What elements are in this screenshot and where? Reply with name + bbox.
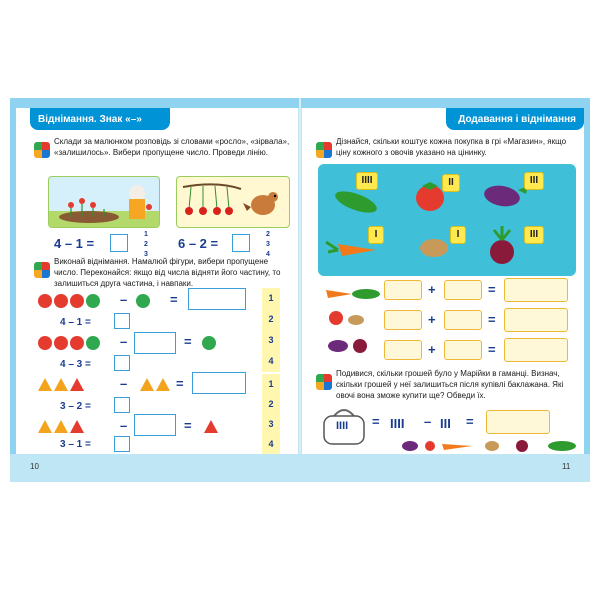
answer-box[interactable] (114, 397, 130, 413)
option[interactable]: 3 (266, 241, 270, 248)
orange-triangle (38, 378, 52, 391)
drawing-box[interactable] (134, 414, 176, 436)
sum-box[interactable] (384, 310, 422, 330)
option[interactable]: 2 (268, 314, 274, 324)
equation: 3 – 1 = (60, 439, 91, 450)
buyable-vegetables (402, 436, 582, 454)
remaining-money-box[interactable] (486, 410, 550, 434)
purse-value: IIII (336, 420, 349, 432)
sum-box[interactable] (444, 280, 482, 300)
purchase-vegetables (322, 282, 382, 362)
right-page-number: 11 (562, 462, 571, 471)
options-strip-b (262, 374, 280, 454)
orange-triangle (140, 378, 154, 391)
green-circle (202, 336, 216, 350)
equals-sign: = (488, 342, 496, 357)
red-circle (70, 336, 84, 350)
price-tag-tomato: II (442, 174, 460, 192)
task2-text: Виконай віднімання. Намалюй фігури, вибери пропущене число. Переконайся: якщо від числа відняти його частину, то залишиться друга частина, і навпаки. (54, 257, 281, 288)
task1-text: Склади за малюнком розповідь зі словами «росло», «зірвала», «залишилось». Вибери пропущене число. Проведи лінію. (54, 137, 290, 157)
option[interactable]: 2 (268, 399, 274, 409)
minus-sign: – (120, 418, 128, 433)
cherries-illustration (177, 177, 290, 228)
equals-sign: = (184, 418, 192, 433)
plus-sign: + (428, 312, 436, 327)
minus-sign: – (120, 376, 128, 391)
red-circle (38, 336, 52, 350)
minus-sign: – (424, 414, 432, 429)
option[interactable]: 4 (266, 251, 270, 258)
option[interactable]: 1 (144, 231, 148, 238)
spine (299, 98, 301, 482)
top-band-right (301, 98, 590, 108)
red-triangle (70, 378, 84, 391)
equation: 4 – 3 = (60, 359, 91, 370)
garden-illustration (49, 177, 160, 228)
garden-picture (48, 176, 160, 228)
right-task2-text: Подивися, скільки грошей було у Марійки в гаманці. Визнач, скільки грошей у неї залишиться після купівлі баклажана. Які овочі вона зможе купити ще? Обведи їх. (336, 369, 564, 400)
eggplant-price: III (440, 416, 451, 431)
sum-box[interactable] (384, 340, 422, 360)
task-icon (34, 262, 50, 278)
option[interactable]: 2 (144, 241, 148, 248)
orange-triangle (38, 420, 52, 433)
equals-sign: = (176, 376, 184, 391)
left-page-title: Віднімання. Знак «–» (30, 108, 170, 130)
plus-sign: + (428, 282, 436, 297)
side-band-right (584, 108, 590, 454)
book-spread (10, 98, 590, 482)
sum-box[interactable] (384, 280, 422, 300)
option[interactable]: 1 (268, 293, 274, 303)
red-circle (38, 294, 52, 308)
drawing-box[interactable] (188, 288, 246, 310)
sum-box[interactable] (444, 310, 482, 330)
green-circle (86, 294, 100, 308)
answer-box[interactable] (114, 313, 130, 329)
equals-sign: = (488, 312, 496, 327)
red-triangle (204, 420, 218, 433)
side-band-left (10, 108, 16, 454)
drawing-box[interactable] (134, 332, 176, 354)
equation-6-minus-2: 6 – 2 = (178, 236, 219, 251)
result-box[interactable] (504, 278, 568, 302)
equals-sign: = (170, 292, 178, 307)
option[interactable]: 3 (268, 335, 274, 345)
sum-box[interactable] (444, 340, 482, 360)
price-tag-carrot: I (368, 226, 384, 244)
price-tag-cucumber: IIII (356, 172, 378, 190)
right-page-title: Додавання і віднімання (446, 108, 584, 130)
cherries-picture (176, 176, 290, 228)
price-tag-beet: III (524, 226, 544, 244)
option[interactable]: 4 (268, 439, 274, 449)
option[interactable]: 3 (268, 419, 274, 429)
result-box[interactable] (504, 338, 568, 362)
answer-box[interactable] (110, 234, 128, 252)
equals-sign: = (488, 282, 496, 297)
answer-box[interactable] (114, 355, 130, 371)
result-box[interactable] (504, 308, 568, 332)
equals-sign: = (372, 414, 380, 429)
red-triangle (70, 420, 84, 433)
orange-triangle (156, 378, 170, 391)
equation: 3 – 2 = (60, 401, 91, 412)
price-tag-potato: I (450, 226, 466, 244)
option[interactable]: 1 (268, 379, 274, 389)
top-band-left (10, 98, 299, 108)
option[interactable]: 4 (268, 356, 274, 366)
equation: 4 – 1 = (60, 317, 91, 328)
orange-triangle (54, 378, 68, 391)
task-icon (316, 142, 332, 158)
plus-sign: + (428, 342, 436, 357)
bottom-band (10, 454, 590, 482)
option[interactable]: 3 (144, 251, 148, 258)
orange-triangle (54, 420, 68, 433)
green-circle (136, 294, 150, 308)
answer-box[interactable] (114, 436, 130, 452)
options-strip-a (262, 288, 280, 372)
minus-sign: – (120, 334, 128, 349)
right-task1-text: Дізнайся, скільки коштує кожна покупка в грі «Магазин», якщо ціну кожного з овочів указано на цінинку. (336, 137, 567, 157)
drawing-box[interactable] (192, 372, 246, 394)
equation-4-minus-1: 4 – 1 = (54, 236, 95, 251)
red-circle (70, 294, 84, 308)
red-circle (54, 294, 68, 308)
money-value: IIII (390, 416, 405, 431)
left-page-number: 10 (30, 462, 39, 471)
task-icon (34, 142, 50, 158)
task-icon (316, 374, 332, 390)
answer-box[interactable] (232, 234, 250, 252)
price-tag-eggplant: III (524, 172, 544, 190)
minus-sign: – (120, 292, 128, 307)
green-circle (86, 336, 100, 350)
shop-panel (318, 164, 576, 276)
option[interactable]: 2 (266, 231, 270, 238)
equals-sign: = (466, 414, 474, 429)
equals-sign: = (184, 334, 192, 349)
red-circle (54, 336, 68, 350)
